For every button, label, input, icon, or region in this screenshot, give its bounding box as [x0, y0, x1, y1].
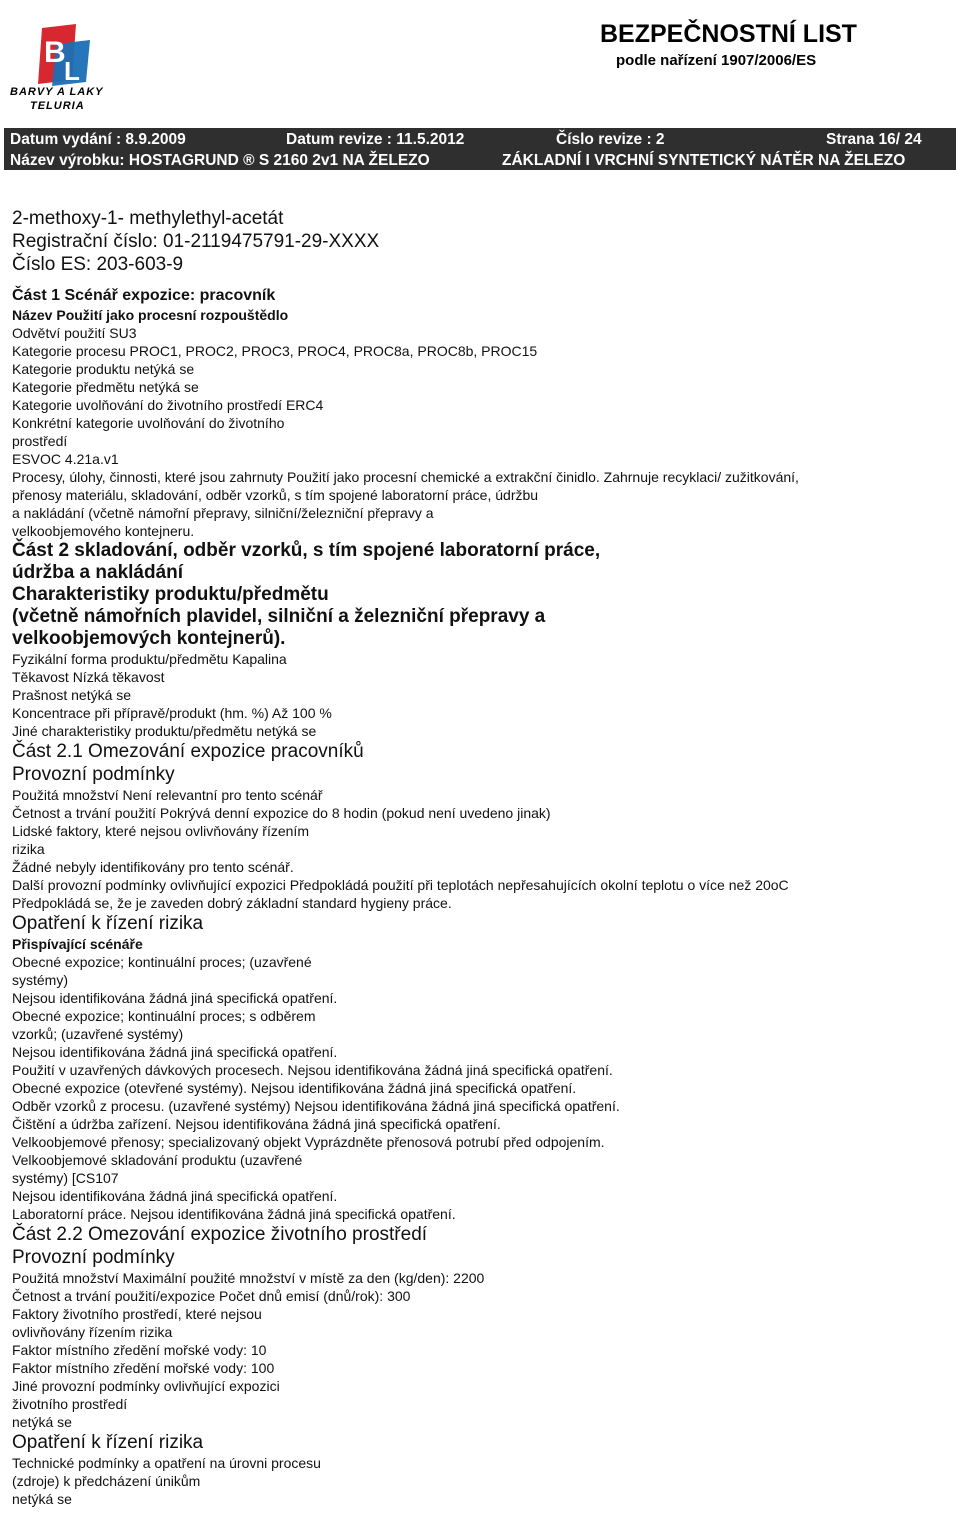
text-line: Jiné charakteristiky produktu/předmětu netýká se: [12, 723, 317, 739]
text-line: Čištění a údržba zařízení. Nejsou identifikována žádná jiná specifická opatření.: [12, 1116, 501, 1132]
es-number: Číslo ES: 203-603-9: [12, 254, 184, 275]
text-line: Konkrétní kategorie uvolňování do životního: [12, 415, 285, 431]
header-bar: [4, 128, 956, 170]
text-line: přenosy materiálu, skladování, odběr vzorků, s tím spojené laboratorní práce, údržbu: [12, 487, 539, 503]
text-line: údržba a nakládání: [12, 562, 184, 583]
text-line: Předpokládá se, že je zaveden dobrý základní standard hygieny práce.: [12, 895, 452, 911]
text-line: Obecné expozice; kontinuální proces; (uzavřené: [12, 954, 312, 970]
text-line: Část 1 Scénář expozice: pracovník: [12, 287, 276, 304]
text-line: prostředí: [12, 433, 68, 449]
text-line: Četnost a trvání použití/expozice Počet dnů emisí (dnů/rok): 300: [12, 1288, 411, 1304]
document-body: [12, 207, 952, 1508]
text-line: Četnost a trvání použití Pokrývá denní expozice do 8 hodin (pokud není uvedeno jinak): [12, 805, 551, 821]
text-line: (zdroje) k předcházení únikům: [12, 1473, 201, 1489]
company-logo: [10, 22, 118, 114]
svg-text:L: L: [64, 56, 80, 86]
text-line: Koncentrace při přípravě/produkt (hm. %) Až 100 %: [12, 705, 332, 721]
text-line: Obecné expozice (otevřené systémy). Nejsou identifikována žádná jiná specifická opatření.: [12, 1080, 577, 1096]
text-line: Použitá množství Maximální použité množství v místě za den (kg/den): 2200: [12, 1270, 485, 1286]
document-title: BEZPEČNOSTNÍ LIST: [600, 20, 857, 48]
text-line: Nejsou identifikována žádná jiná specifická opatření.: [12, 1044, 338, 1060]
document-subtitle: podle nařízení 1907/2006/ES: [616, 52, 817, 69]
text-line: Prašnost netýká se: [12, 687, 132, 703]
text-line: systémy): [12, 972, 68, 988]
issue-date: Datum vydání : 8.9.2009: [10, 131, 186, 148]
text-line: Kategorie uvolňování do životního prostředí ERC4: [12, 397, 324, 413]
product-description: ZÁKLADNÍ I VRCHNÍ SYNTETICKÝ NÁTĚR NA ŽELEZO: [502, 152, 906, 169]
text-line: Část 2 skladování, odběr vzorků, s tím spojené laboratorní práce,: [12, 540, 601, 561]
text-line: Faktory životního prostředí, které nejsou: [12, 1306, 262, 1322]
text-line: Lidské faktory, které nejsou ovlivňovány řízením: [12, 823, 309, 839]
text-line: Kategorie předmětu netýká se: [12, 379, 199, 395]
text-line: Těkavost Nízká těkavost: [12, 669, 165, 685]
revision-number: Číslo revize : 2: [556, 131, 665, 148]
text-line: Název Použití jako procesní rozpouštědlo: [12, 307, 289, 323]
text-line: Faktor místního zředění mořské vody: 100: [12, 1360, 275, 1376]
product-name: Název výrobku: HOSTAGRUND ® S 2160 2v1 NA ŽELEZO: [10, 152, 430, 169]
text-line: Faktor místního zředění mořské vody: 10: [12, 1342, 267, 1358]
text-line: Provozní podmínky: [12, 764, 175, 785]
text-line: Část 2.2 Omezování expozice životního prostředí: [12, 1224, 428, 1245]
text-line: Technické podmínky a opatření na úrovni procesu: [12, 1455, 321, 1471]
text-line: Kategorie produktu netýká se: [12, 361, 195, 377]
text-line: Část 2.1 Omezování expozice pracovníků: [12, 741, 364, 762]
text-line: Jiné provozní podmínky ovlivňující expozici: [12, 1378, 280, 1394]
text-line: životního prostředí: [12, 1396, 128, 1412]
text-line: Velkoobjemové přenosy; specializovaný objekt Vyprázdněte přenosová potrubí před odpojením.: [12, 1134, 605, 1150]
text-line: Další provozní podmínky ovlivňující expozici Předpokládá použití při teplotách nepřesahujících okolní teplotu o více než 20oC: [12, 877, 789, 893]
text-line: netýká se: [12, 1414, 72, 1430]
text-line: Charakteristiky produktu/předmětu: [12, 584, 329, 605]
body-lines: [12, 286, 952, 1508]
text-line: Nejsou identifikována žádná jiná specifická opatření.: [12, 990, 338, 1006]
text-line: Nejsou identifikována žádná jiná specifická opatření.: [12, 1188, 338, 1204]
text-line: Obecné expozice; kontinuální proces; s odběrem: [12, 1008, 316, 1024]
text-line: vzorků; (uzavřené systémy): [12, 1026, 184, 1042]
text-line: Použitá množství Není relevantní pro tento scénář: [12, 787, 323, 803]
text-line: Kategorie procesu PROC1, PROC2, PROC3, PROC4, PROC8a, PROC8b, PROC15: [12, 343, 538, 359]
text-line: Žádné nebyly identifikovány pro tento scénář.: [12, 859, 294, 875]
text-line: Provozní podmínky: [12, 1247, 175, 1268]
text-line: systémy) [CS107: [12, 1170, 119, 1186]
svg-text:B: B: [44, 36, 66, 69]
text-line: Opatření k řízení rizika: [12, 913, 204, 934]
text-line: Přispívající scénáře: [12, 936, 143, 952]
text-line: Odběr vzorků z procesu. (uzavřené systémy) Nejsou identifikována žádná jiná specifická opatření.: [12, 1098, 620, 1114]
text-line: Použití v uzavřených dávkových procesech. Nejsou identifikována žádná jiná specifická opatření.: [12, 1062, 613, 1078]
logo-text-1: BARVY A LAKY: [10, 86, 104, 98]
text-line: Laboratorní práce. Nejsou identifikována žádná jiná specifická opatření.: [12, 1206, 456, 1222]
text-line: Procesy, úlohy, činnosti, které jsou zahrnuty Použití jako procesní chemické a extrakční činidlo. Zahrnuje recyklaci/ zužitkování,: [12, 469, 799, 485]
text-line: netýká se: [12, 1491, 72, 1507]
text-line: velkoobjemových kontejnerů).: [12, 628, 286, 649]
text-line: rizika: [12, 841, 45, 857]
text-line: ESVOC 4.21a.v1: [12, 451, 119, 467]
text-line: Odvětví použití SU3: [12, 325, 137, 341]
text-line: (včetně námořních plavidel, silniční a železniční přepravy a: [12, 606, 546, 627]
text-line: velkoobjemového kontejneru.: [12, 523, 195, 539]
text-line: Opatření k řízení rizika: [12, 1432, 204, 1453]
logo-text-2: TELURIA: [30, 100, 85, 112]
revision-date: Datum revize : 11.5.2012: [286, 131, 465, 148]
text-line: ovlivňovány řízením rizika: [12, 1324, 173, 1340]
page-number: Strana 16/ 24: [826, 131, 922, 148]
substance-name: 2-methoxy-1- methylethyl-acetát: [12, 208, 284, 229]
text-line: Fyzikální forma produktu/předmětu Kapalina: [12, 651, 287, 667]
text-line: a nakládání (včetně námořní přepravy, silniční/železniční přepravy a: [12, 505, 434, 521]
text-line: Velkoobjemové skladování produktu (uzavřené: [12, 1152, 303, 1168]
registration-number: Registrační číslo: 01-2119475791-29-XXXX: [12, 231, 380, 252]
